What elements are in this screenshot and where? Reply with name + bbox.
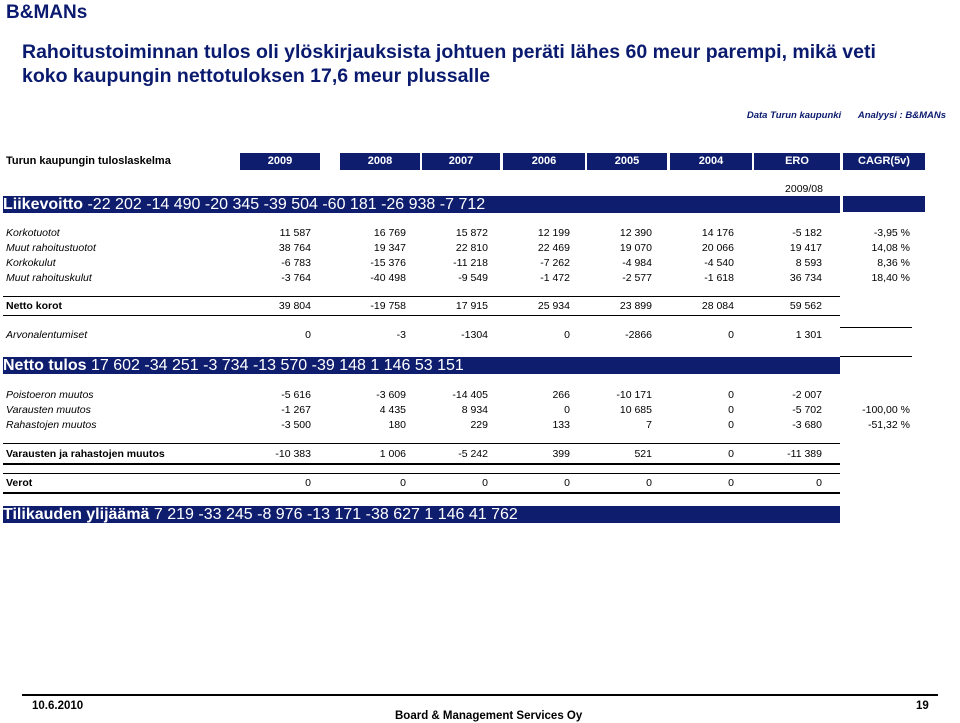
cell: 4 435 (379, 404, 406, 416)
cell: 229 (470, 419, 488, 431)
year-header-2007: 2007 (422, 153, 500, 170)
footer-company: Board & Management Services Oy (395, 710, 583, 722)
cell: 7 (646, 419, 652, 431)
row-label: Varausten ja rahastojen muutos (6, 448, 165, 460)
brand-logo: B&MANs (6, 2, 88, 23)
cagr-header: CAGR(5v) (843, 153, 925, 170)
cell: -3 500 (281, 419, 311, 431)
cagr-cell: 18,40 % (871, 272, 910, 284)
cell: -19 758 (370, 300, 406, 312)
cell: -26 938 (381, 196, 436, 213)
cell: 25 934 (537, 300, 570, 312)
cell: 39 804 (278, 300, 311, 312)
cell: 0 (482, 477, 488, 489)
cell: -10 383 (275, 448, 311, 460)
year-header-2009: 2009 (240, 153, 320, 170)
table-row-muut-rahoitustuotot (0, 241, 960, 257)
year-header-2004: 2004 (670, 153, 752, 170)
table-row-verot (0, 476, 960, 492)
cell: -20 345 (204, 196, 260, 213)
table-row-netto-tulos (3, 357, 840, 374)
table-row-arvonalentumiset (0, 328, 960, 344)
cell: 0 (305, 477, 311, 489)
cagr-cell: -3,95 % (873, 227, 910, 239)
cell: -60 181 (322, 196, 377, 213)
table-row-korkotuotot (0, 226, 960, 242)
cell: 17 915 (455, 300, 488, 312)
row-label: Korkotuotot (6, 227, 60, 239)
cell: -3 680 (792, 419, 822, 431)
table-row-rahastojen-muutos (0, 418, 960, 434)
cell: 1 146 (370, 357, 411, 374)
cell: 22 810 (455, 242, 488, 254)
table-header (0, 153, 960, 170)
footer-page-number: 19 (916, 700, 929, 712)
table-row-varausten-ja-rahastojen-muutos (0, 447, 960, 463)
diff-period: 2009/08 (785, 183, 823, 195)
cell: 23 899 (619, 300, 652, 312)
divider (3, 492, 840, 494)
cell: -3 (396, 329, 406, 341)
cell: -3 734 (203, 357, 249, 374)
cell: -5 702 (792, 404, 822, 416)
cell: 8 934 (461, 404, 488, 416)
cell: 38 764 (278, 242, 311, 254)
cell: -11 218 (453, 257, 488, 269)
cell: -1 618 (704, 272, 734, 284)
table-row-tilikauden-ylijaama (3, 506, 840, 523)
cell: -38 627 (365, 506, 420, 523)
divider (3, 463, 840, 465)
cell: -39 148 (311, 357, 366, 374)
cagr-cell: -100,00 % (862, 404, 910, 416)
footer-divider (22, 694, 938, 696)
cell: 0 (728, 389, 734, 401)
cell: -2 577 (622, 272, 652, 284)
cagr-blank (843, 196, 925, 212)
cell: 41 762 (468, 506, 518, 523)
row-label: Verot (6, 477, 33, 489)
cell: 0 (728, 448, 734, 460)
cell: 12 199 (537, 227, 570, 239)
row-label: Muut rahoituskulut (6, 272, 92, 284)
row-label: Netto korot (6, 300, 62, 312)
footer-date: 10.6.2010 (32, 700, 84, 712)
cell: -1 472 (540, 272, 570, 284)
cell: -11 389 (787, 448, 822, 460)
table-row-poistoeron-muutos (0, 388, 960, 404)
row-label: Netto tulos (3, 357, 87, 374)
cell: 7 219 (153, 506, 194, 523)
cell: 266 (552, 389, 570, 401)
cell: -15 376 (370, 257, 406, 269)
row-label: Tilikauden ylijäämä (3, 506, 150, 523)
cell: 12 390 (619, 227, 652, 239)
cell: -2866 (625, 329, 652, 341)
cell: 14 176 (701, 227, 734, 239)
cell: -9 549 (458, 272, 488, 284)
divider (3, 296, 840, 297)
cell: 36 734 (789, 272, 822, 284)
cell: 0 (646, 477, 652, 489)
cell: 1 146 (424, 506, 465, 523)
cell: 0 (816, 477, 822, 489)
cell: -2 007 (792, 389, 822, 401)
year-header-2008: 2008 (340, 153, 420, 170)
cell: -13 570 (252, 357, 308, 374)
table-row-korkokulut (0, 256, 960, 272)
cell: 19 347 (373, 242, 406, 254)
cell: 0 (728, 329, 734, 341)
cell: -3 764 (281, 272, 311, 284)
cell: -13 171 (306, 506, 362, 523)
cell: -34 251 (144, 357, 199, 374)
cell: -33 245 (198, 506, 253, 523)
cell: 22 469 (537, 242, 570, 254)
row-label: Muut rahoitustuotot (6, 242, 96, 254)
cell: 10 685 (619, 404, 652, 416)
row-label: Liikevoitto (3, 196, 84, 213)
cell: -5 182 (792, 227, 822, 239)
cell: 0 (305, 329, 311, 341)
table-row-muut-rahoituskulut (0, 271, 960, 287)
cell: 15 872 (455, 227, 488, 239)
divider (3, 315, 840, 316)
cell: -7 712 (439, 196, 486, 213)
cell: 59 562 (789, 300, 822, 312)
cagr-cell: 14,08 % (871, 242, 910, 254)
cell: -14 490 (146, 196, 201, 213)
divider (3, 473, 840, 474)
cell: -22 202 (87, 196, 142, 213)
year-header-2006: 2006 (503, 153, 585, 170)
cell: 53 151 (414, 357, 464, 374)
cell: -40 498 (370, 272, 406, 284)
divider (840, 356, 912, 357)
cell: 0 (400, 477, 406, 489)
row-label: Varausten muutos (6, 404, 91, 416)
cell: -4 540 (704, 257, 734, 269)
cell: 16 769 (373, 227, 406, 239)
cell: 19 070 (619, 242, 652, 254)
cell: 399 (552, 448, 570, 460)
cell: -3 609 (376, 389, 406, 401)
cell: 11 587 (279, 227, 311, 239)
table-row-liikevoitto (3, 196, 840, 213)
table-row-varausten-muutos (0, 403, 960, 419)
cell: -14 405 (452, 389, 488, 401)
cell: -6 783 (281, 257, 311, 269)
cell: 8 593 (795, 257, 822, 269)
cell: 180 (388, 419, 406, 431)
cell: 0 (728, 477, 734, 489)
ero-header: ERO (754, 153, 840, 170)
cell: 17 602 (91, 357, 140, 374)
cell: 28 084 (701, 300, 734, 312)
table-row-netto-korot (0, 299, 960, 315)
row-label: Rahastojen muutos (6, 419, 97, 431)
cell: -5 242 (458, 448, 488, 460)
row-label: Arvonalentumiset (6, 329, 88, 341)
cell: 0 (564, 404, 570, 416)
cagr-cell: 8,36 % (877, 257, 910, 269)
cell: 0 (564, 477, 570, 489)
cell: -1 267 (281, 404, 311, 416)
data-source: Data Turun kaupunki (746, 110, 842, 121)
cell: 521 (634, 448, 652, 460)
cell: 0 (728, 404, 734, 416)
cell: -10 171 (616, 389, 652, 401)
cell: -39 504 (263, 196, 318, 213)
cagr-cell: -51,32 % (867, 419, 910, 431)
source-note (733, 110, 946, 121)
cell: -5 616 (281, 389, 311, 401)
analysis-source: Analyysi : B&MANs (857, 110, 946, 121)
row-label: Poistoeron muutos (6, 389, 94, 401)
cell: -8 976 (257, 506, 303, 523)
cell: 133 (552, 419, 570, 431)
table-title: Turun kaupungin tuloslaskelma (6, 155, 171, 167)
divider (840, 327, 912, 328)
cell: -1304 (461, 329, 488, 341)
cell: 1 006 (379, 448, 406, 460)
cell: 19 417 (789, 242, 822, 254)
page-title: Rahoitustoiminnan tulos oli ylöskirjauksista johtuen peräti lähes 60 meur parempi, mikä veti koko kaupungin nettotuloksen 17,6 meur plussalle (22, 41, 876, 87)
cell: 0 (728, 419, 734, 431)
divider (3, 443, 840, 444)
row-label: Korkokulut (6, 257, 56, 269)
year-header-2005: 2005 (587, 153, 667, 170)
cell: -7 262 (540, 257, 570, 269)
cell: -4 984 (622, 257, 652, 269)
cell: 20 066 (701, 242, 734, 254)
cell: 0 (564, 329, 570, 341)
cell: 1 301 (795, 329, 822, 341)
